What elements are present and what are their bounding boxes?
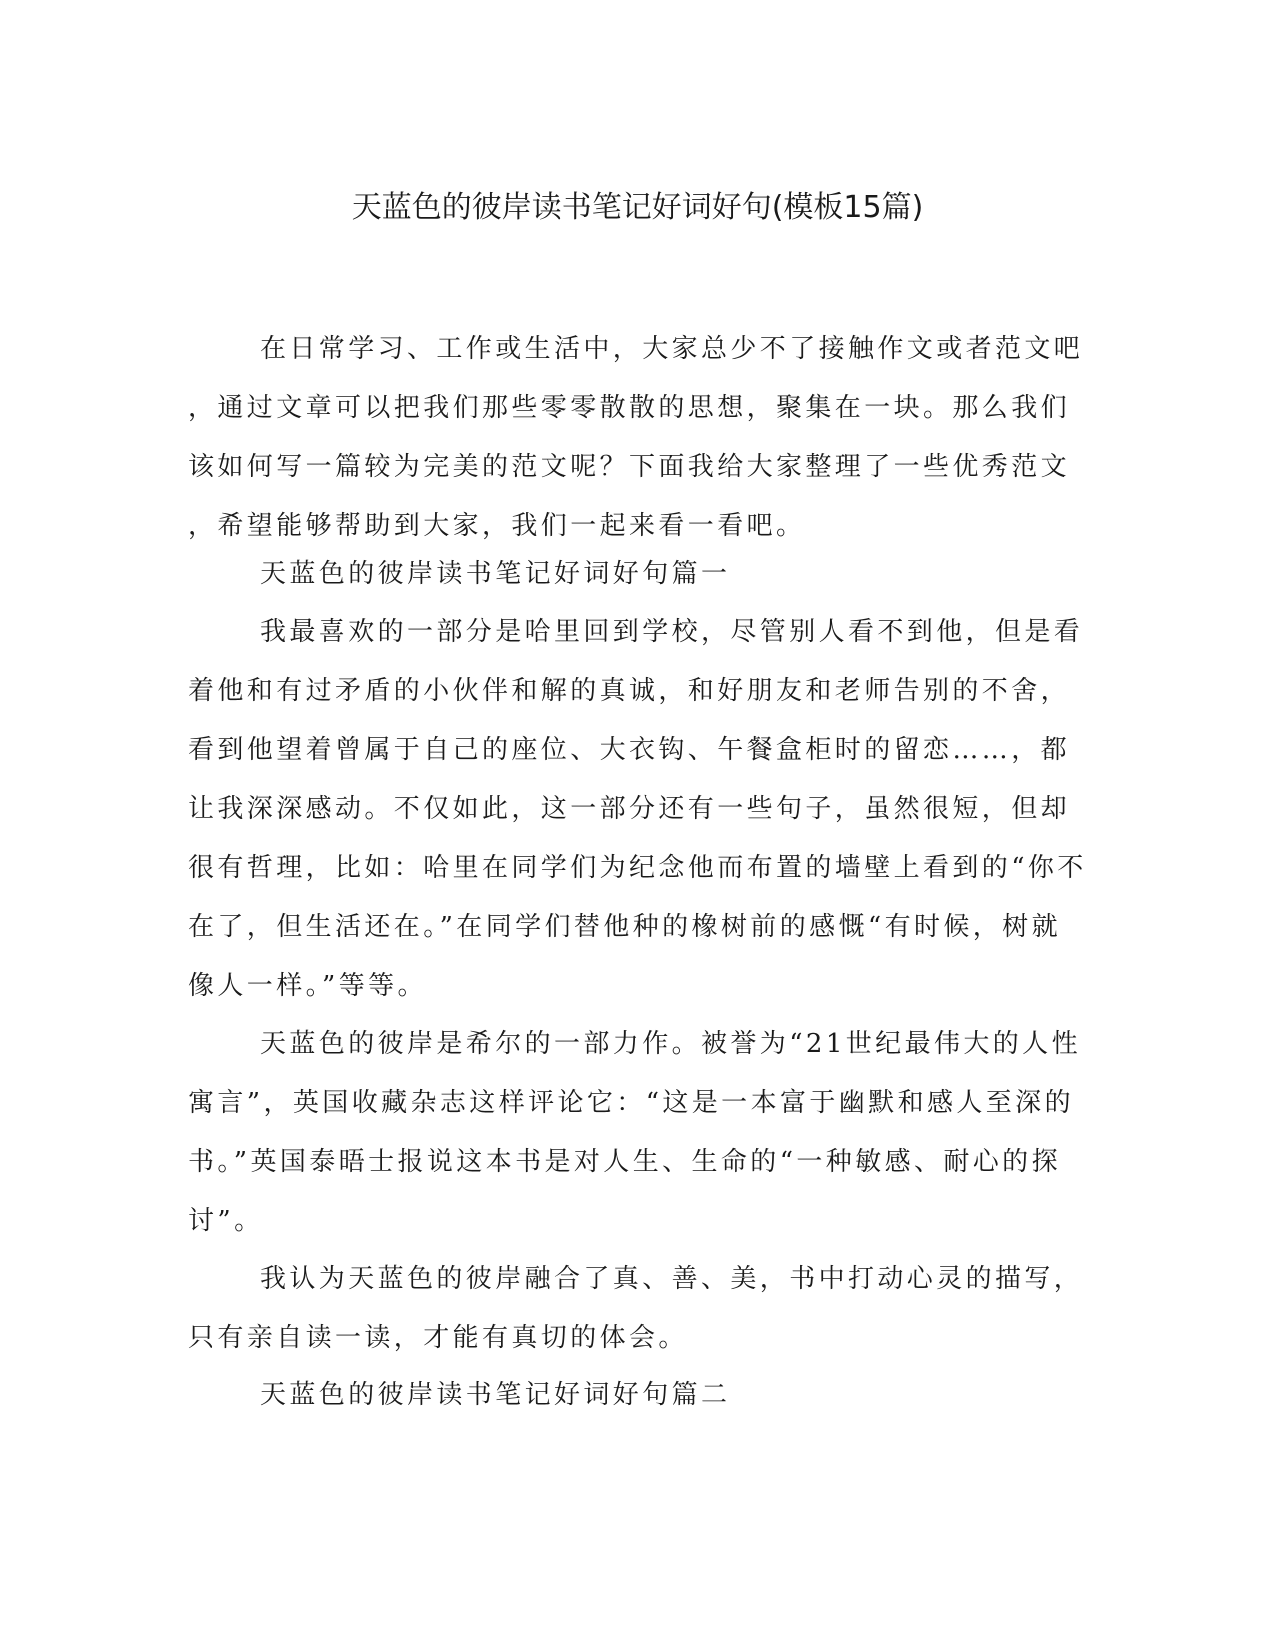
paragraph-line: 讨”。	[188, 1206, 264, 1236]
intro-line: ，希望能够帮助到大家，我们一起来看一看吧。	[188, 511, 806, 541]
intro-paragraph	[188, 320, 1084, 556]
paragraph-3	[188, 1250, 1084, 1368]
paragraph-line: 寓言”，英国收藏杂志这样评论它：“这是一本富于幽默和感人至深的	[188, 1088, 1074, 1118]
paragraph-line: 像人一样。”等等。	[188, 971, 427, 1001]
paragraph-line: 让我深深感动。不仅如此，这一部分还有一些句子，虽然很短，但却	[188, 794, 1071, 824]
intro-line: 该如何写一篇较为完美的范文呢？下面我给大家整理了一些优秀范文	[188, 452, 1071, 482]
paragraph-line: 只有亲自读一读，才能有真切的体会。	[188, 1323, 688, 1353]
section-heading-2	[188, 1366, 1068, 1425]
paragraph-line: 书。”英国泰晤士报说这本书是对人生、生命的“一种敏感、耐心的探	[188, 1147, 1061, 1177]
paragraph-line: 天蓝色的彼岸是希尔的一部力作。被誉为“21世纪最伟大的人性	[260, 1029, 1081, 1059]
paragraph-line: 着他和有过矛盾的小伙伴和解的真诚，和好朋友和老师告别的不舍，	[188, 676, 1071, 706]
paragraph-2	[188, 1015, 1081, 1251]
paragraph-line: 在了，但生活还在。”在同学们替他种的橡树前的感慨“有时候，树就	[188, 912, 1061, 942]
section-heading-text: 天蓝色的彼岸读书笔记好词好句篇二	[260, 1380, 731, 1410]
paragraph-line: 我最喜欢的一部分是哈里回到学校，尽管别人看不到他，但是看	[260, 617, 1084, 647]
paragraph-line: 很有哲理，比如：哈里在同学们为纪念他而布置的墙壁上看到的“你不	[188, 853, 1087, 883]
paragraph-line: 看到他望着曾属于自己的座位、大衣钩、午餐盒柜时的留恋……，都	[188, 735, 1071, 765]
section-heading-text: 天蓝色的彼岸读书笔记好词好句篇一	[260, 559, 731, 589]
intro-line: ，通过文章可以把我们那些零零散散的思想，聚集在一块。那么我们	[188, 393, 1071, 423]
paragraph-line: 我认为天蓝色的彼岸融合了真、善、美，书中打动心灵的描写，	[260, 1264, 1084, 1294]
document-title: 天蓝色的彼岸读书笔记好词好句(模板15篇)	[351, 190, 924, 225]
section-heading-1	[188, 545, 1068, 604]
intro-line: 在日常学习、工作或生活中，大家总少不了接触作文或者范文吧	[260, 334, 1084, 364]
paragraph-1	[188, 603, 1087, 1016]
